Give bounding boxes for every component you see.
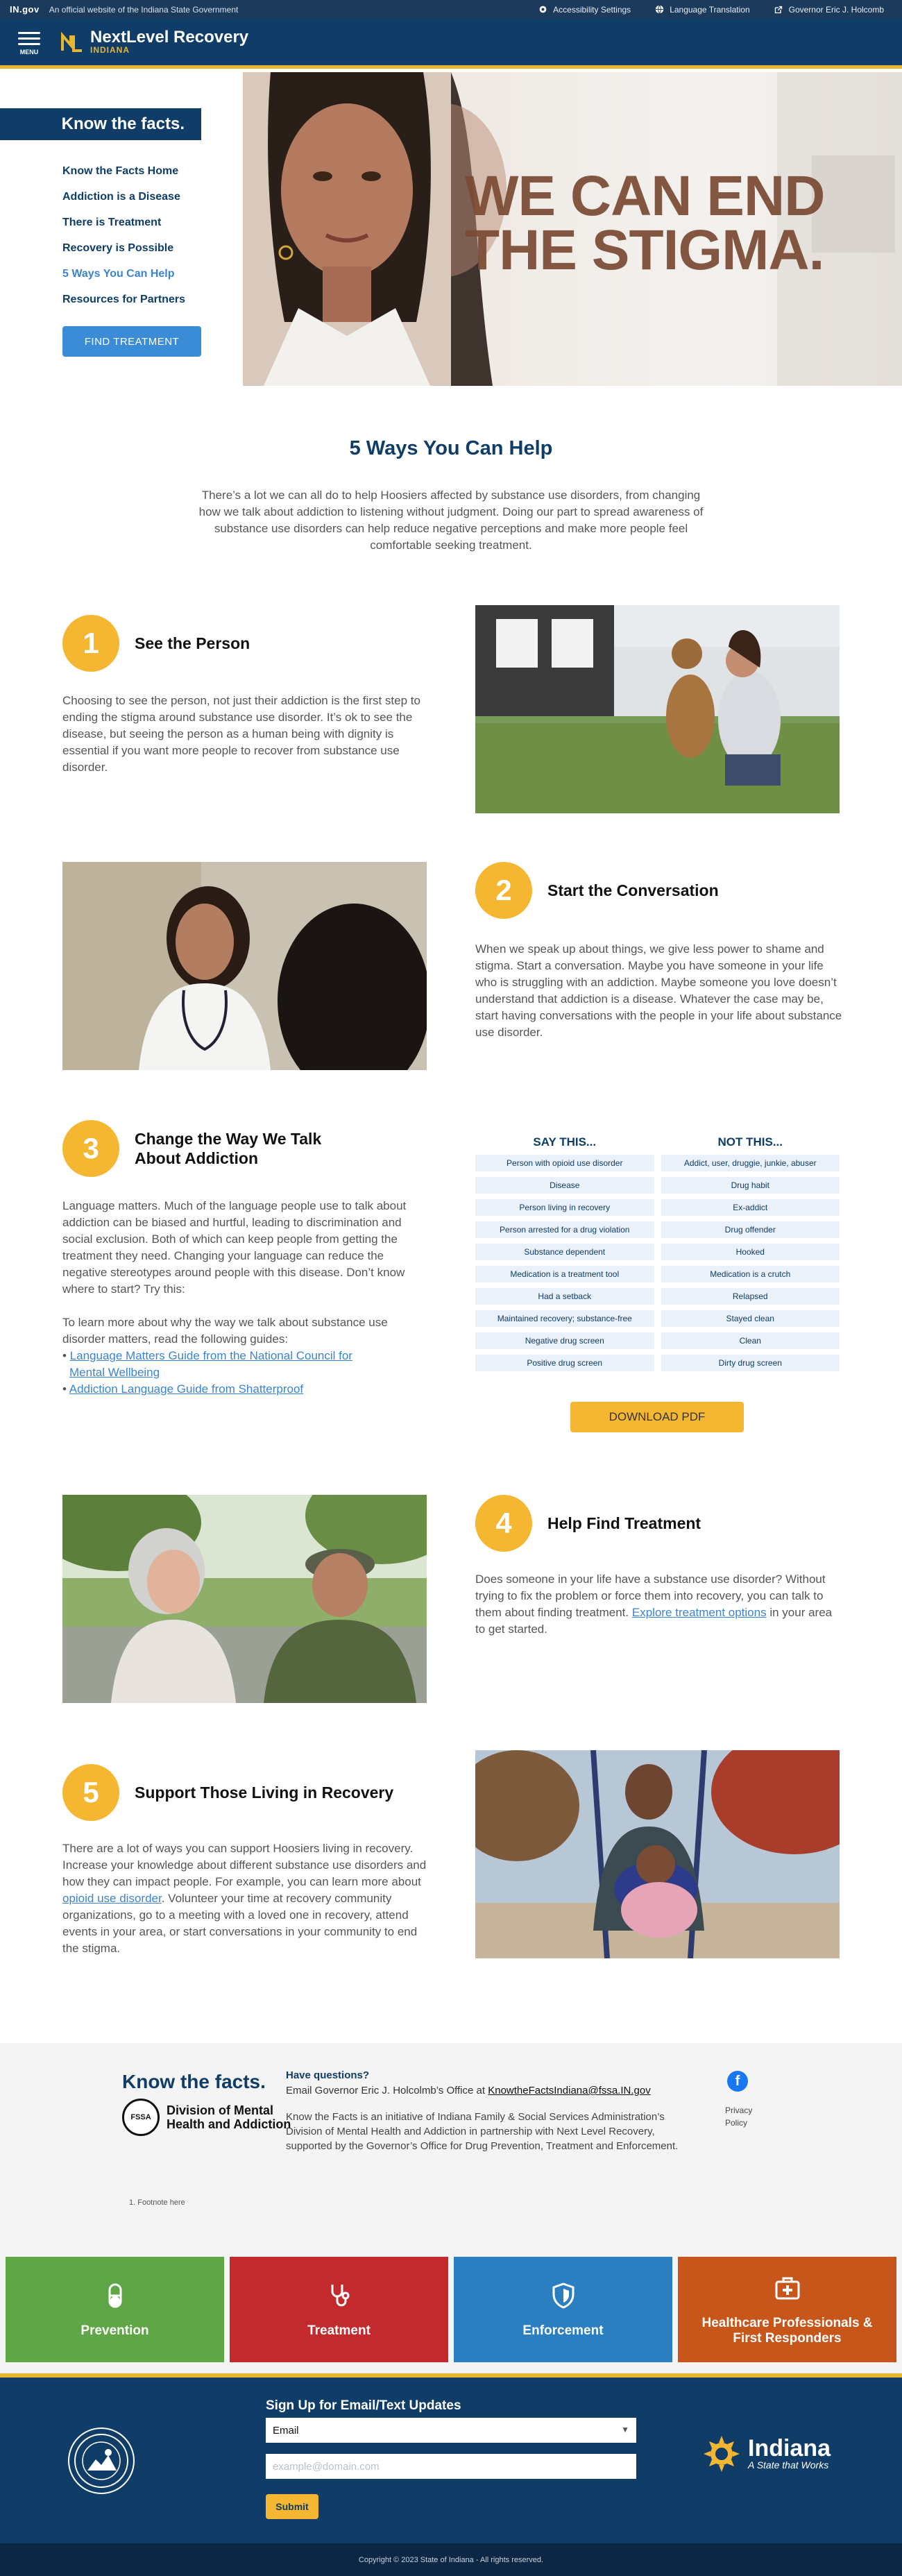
menu-button[interactable] [17,28,42,56]
site-header [0,19,902,69]
know-the-facts-banner: Know the facts. [0,108,201,140]
step-4-number: 4 [475,1495,532,1552]
menu-label: MENU [19,49,39,56]
download-pdf-button[interactable]: DOWNLOAD PDF [570,1402,744,1432]
step-5-number: 5 [62,1764,119,1821]
step-1-number: 1 [62,615,119,672]
step-1-text: Choosing to see the person, not just their addiction is the first step to ending the stigma around substance use disorder. It’s ok to see the disease, but seeing the person as a human being with dignity is essential if you want more people to recover from substance use disorder. [62,694,420,774]
gear-icon [538,5,547,15]
step-1-heading [62,615,250,672]
category-tiles [0,2253,902,2373]
nav-recovery-is-possible[interactable]: Recovery is Possible [62,242,174,254]
table-row [475,1332,840,1349]
step-5-heading [62,1764,393,1821]
facebook-icon[interactable]: f [727,2071,748,2092]
healthcare-professionals-tile[interactable] [678,2257,896,2362]
not-cell: Drug offender [661,1221,840,1238]
hero-headline-line-2: THE STIGMA. [465,219,824,282]
accessibility-settings-link[interactable] [538,5,631,15]
not-cell: Dirty drug screen [661,1355,840,1371]
pill-icon [100,2280,130,2311]
table-row [475,1177,840,1194]
dmha-text [167,2103,291,2131]
nav-addiction-is-a-disease[interactable]: Addiction is a Disease [62,191,180,203]
prevention-label: Prevention [80,2323,149,2338]
step-4-heading [475,1495,701,1552]
table-row [475,1244,840,1260]
know-the-facts-logo[interactable]: Know the facts. [122,2071,266,2092]
portrait-illustration [243,72,451,386]
table-row [475,1266,840,1282]
guide-list-item: • Addiction Language Guide from Shatterproof [62,1382,304,1396]
page-title: 5 Ways You Can Help [349,437,553,459]
indiana-state-seal-icon [68,2427,135,2494]
treatment-label: Treatment [307,2323,371,2338]
dmha-line-2: Health and Addiction [167,2117,291,2131]
signup-section [0,2373,902,2543]
step-1-title: See the Person [135,634,250,652]
not-this-header: NOT THIS... [717,1135,783,1149]
nextlevel-logo-icon [60,30,85,55]
not-cell: Drug habit [661,1177,840,1194]
dmha-logo[interactable] [122,2099,291,2136]
step-2-text: When we speak up about things, we give less power to shame and stigma. Start a conversation. Maybe you have someone in your life who is struggling with an addiction. Maybe someone you love doesn’t understand that addiction is a disease. Whatever the case may be, start having conversations with the people in your life about substance use disorder. [475,942,842,1039]
step-4-text [475,1571,843,1638]
governor-contact [286,2085,651,2096]
language-table [475,1135,840,1377]
logo-subtitle: INDIANA [90,45,130,55]
say-cell: Person with opioid use disorder [475,1155,654,1171]
not-cell: Ex-addict [661,1199,840,1216]
step-2-heading [475,862,719,919]
first-aid-kit-icon [772,2273,803,2303]
enforcement-label: Enforcement [522,2323,604,2338]
signup-email-input[interactable] [266,2454,636,2479]
step-3-text [62,1198,430,1398]
hero-section [0,72,902,386]
step-4-photo [62,1495,427,1703]
table-row [475,1221,840,1238]
say-cell: Substance dependent [475,1244,654,1260]
step-4-paragraph-end: in your area to get started. [475,1606,833,1636]
step-5-paragraph-end: . Volunteer your time at recovery community organizations, go to a meeting with a loved one in recovery, attend events in your area, or start conversations in your community to end the stigma. [62,1892,418,1955]
chevron-down-icon: ▼ [621,2425,629,2434]
not-cell: Clean [661,1332,840,1349]
say-cell: Negative drug screen [475,1332,654,1349]
shield-icon [548,2280,579,2311]
say-cell: Person living in recovery [475,1199,654,1216]
governor-label: Governor Eric J. Holcomb [788,4,884,15]
say-cell: Positive drug screen [475,1355,654,1371]
prevention-tile[interactable] [6,2257,224,2362]
language-translation-link[interactable] [654,5,749,15]
table-row [475,1288,840,1305]
step-3-guides-intro: To learn more about why the way we talk about substance use disorder matters, read the following guides: [62,1316,388,1346]
hamburger-icon-bar [18,43,40,45]
step-2-number: 2 [475,862,532,919]
say-cell: Person arrested for a drug violation [475,1221,654,1238]
step-4-title: Help Find Treatment [547,1514,701,1532]
step-3-title-line-1: Change the Way We Talk [135,1130,322,1148]
step-5-paragraph: There are a lot of ways you can support Hoosiers living in recovery. Increase your knowledge about different substance use disorders and how they can impact people. For example, you can learn more about [62,1842,427,1888]
couple-outdoors-photo [62,1495,427,1703]
not-cell: Addict, user, druggie, junkie, abuser [661,1155,840,1171]
table-row [475,1355,840,1371]
say-cell: Maintained recovery; substance-free [475,1310,654,1327]
step-5-text [62,1840,430,1957]
father-daughter-swing-photo [475,1750,840,1958]
translation-label: Language Translation [670,4,750,15]
not-cell: Relapsed [661,1288,840,1305]
find-treatment-button[interactable]: FIND TREATMENT [62,326,201,357]
indiana-tagline: A State that Works [748,2459,829,2471]
doctor-conversation-photo [62,862,427,1070]
healthcare-professionals-label: Healthcare Professionals & First Responders [701,2316,873,2346]
nav-resources-for-partners[interactable]: Resources for Partners [62,294,185,305]
language-table-header [475,1135,840,1155]
language-matters-guide-link[interactable]: Language Matters Guide from the National Council for [69,1349,352,1362]
privacy-policy-link[interactable]: Privacy Policy [725,2105,753,2128]
dmha-line-1: Division of Mental [167,2103,274,2117]
step-2-title: Start the Conversation [547,881,719,899]
site-logo[interactable] [60,30,248,55]
hero-headline-line-1: WE CAN END [465,164,825,228]
nav-there-is-treatment[interactable]: There is Treatment [62,217,162,228]
contact-email-link[interactable]: KnowtheFactsIndiana@fssa.IN.gov [488,2085,651,2096]
hero-image [243,72,902,386]
hamburger-icon [18,32,40,34]
questions-heading: Have questions? [286,2069,370,2081]
signup-method-value: Email [273,2424,299,2437]
step-3-number: 3 [62,1120,119,1177]
section-nav [62,165,185,319]
not-cell: Hooked [661,1244,840,1260]
say-this-header: SAY THIS... [533,1135,597,1149]
torch-star-icon [701,2433,742,2475]
step-1-photo [475,605,840,813]
globe-icon [654,5,664,15]
explore-treatment-options-link[interactable]: Explore treatment options [631,1606,767,1619]
initiative-description: Know the Facts is an initiative of Indiana Family & Social Services Administration’s Division of Mental Health and Addiction in partnership with Next Level Recovery, supported by the Governor’s Office for Drug Prevention, Treatment and Enforcement. [286,2111,679,2152]
indiana-wordmark: Indiana [748,2435,831,2461]
hero-portrait-photo [243,72,451,386]
hamburger-icon-bar [18,37,40,40]
intro-paragraph: There’s a lot we can all do to help Hoosiers affected by substance use disorders, from changing how we talk about addiction to listening without judgment. Doing our part to spread awareness of substance use disorders can help reduce negative perceptions and make more people feel comfortable seeking treatment. [198,489,704,552]
table-row [475,1199,840,1216]
woman-with-dog-photo [475,605,840,813]
language-matters-guide-link-cont[interactable]: Mental Wellbeing [69,1366,160,1379]
step-3-title-line-2: About Addiction [135,1149,258,1167]
footer-info [0,2043,902,2253]
signup-method-select[interactable] [266,2418,636,2443]
ingov-logo[interactable]: IN.gov [10,4,40,15]
submit-button[interactable]: Submit [266,2494,318,2519]
say-cell: Had a setback [475,1288,654,1305]
step-2-photo [62,862,427,1070]
nav-know-the-facts-home[interactable]: Know the Facts Home [62,165,179,177]
hero-headline [465,164,825,282]
step-3-paragraph: Language matters. Much of the language people use to talk about addiction can be biased and hurtful, leading to discrimination and social exclusion. Both of which can keep people from getting the treatment they need. Changing your language can reduce the negative stereotypes around people with this disease. Don’t know where to start? Try this: [62,1199,407,1296]
step-4-paragraph: Does someone in your life have a substance use disorder? Without trying to fix the problem or force them into recovery, you can talk to them about finding treatment. [475,1573,826,1619]
guide-list-item-cont [62,1364,430,1381]
guide-list-item: • Language Matters Guide from the National Council for [62,1349,352,1362]
indiana-state-logo[interactable] [701,2433,831,2475]
fssa-seal-icon: FSSA [122,2099,160,2136]
step-3-title [135,1129,321,1168]
nav-5-ways-you-can-help[interactable]: 5 Ways You Can Help [62,268,175,280]
official-site-text: An official website of the Indiana State Government [49,4,239,15]
footnote: 1. Footnote here [129,2198,185,2207]
not-cell: Stayed clean [661,1310,840,1327]
accessibility-label: Accessibility Settings [553,4,631,15]
step-5-title: Support Those Living in Recovery [135,1783,394,1802]
table-row [475,1310,840,1327]
signup-title: Sign Up for Email/Text Updates [266,2398,461,2413]
step-3-heading [62,1120,321,1177]
shatterproof-guide-link[interactable]: Addiction Language Guide from Shatterproof [69,1382,304,1396]
stethoscope-icon [324,2280,355,2311]
logo-title: NextLevel Recovery [90,28,249,46]
not-cell: Medication is a crutch [661,1266,840,1282]
table-row [475,1155,840,1171]
enforcement-tile[interactable] [454,2257,672,2362]
governor-contact-text: Email Governor Eric J. Holcolmb’s Office at [286,2085,486,2096]
say-cell: Disease [475,1177,654,1194]
step-5-photo [475,1750,840,1958]
utility-bar [0,0,902,19]
copyright: Copyright © 2023 State of Indiana - All rights reserved. [0,2543,902,2576]
governor-link[interactable] [774,5,884,15]
say-cell: Medication is a treatment tool [475,1266,654,1282]
opioid-use-disorder-link[interactable]: opioid use disorder [62,1892,162,1905]
external-link-icon [774,5,783,15]
treatment-tile[interactable] [230,2257,448,2362]
hero-nav-panel [0,72,243,386]
